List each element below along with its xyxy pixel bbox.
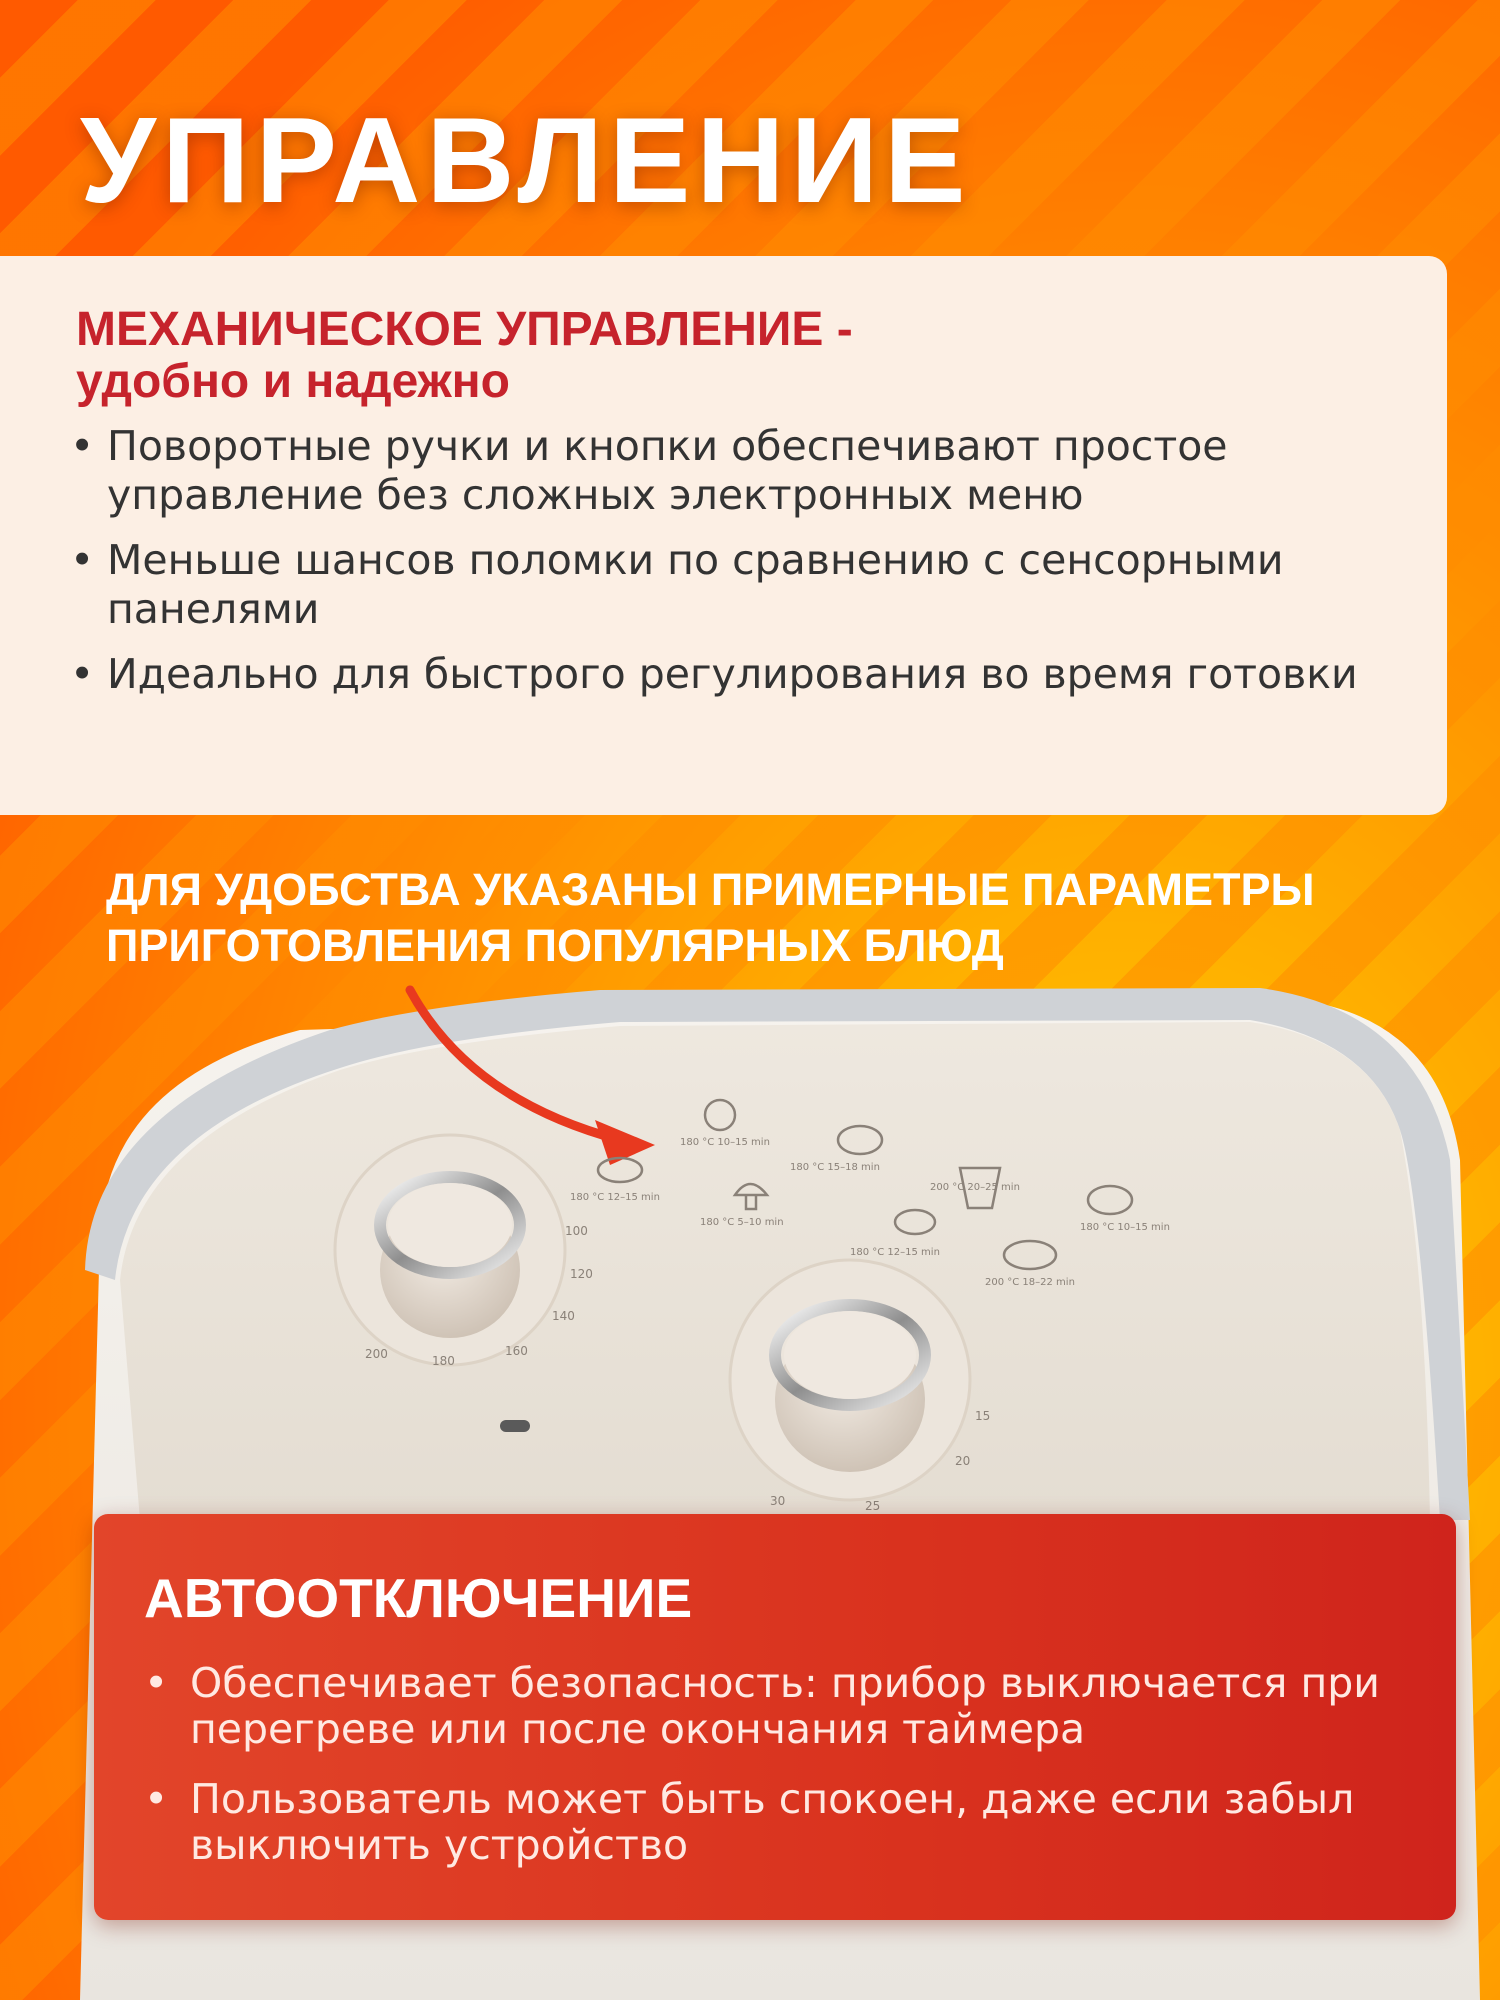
bullet-icon: • bbox=[70, 422, 95, 470]
title-line-2: удобно и надежно bbox=[76, 355, 510, 408]
mechanical-control-card bbox=[0, 256, 1447, 815]
scale-label: 20 bbox=[955, 1454, 971, 1468]
auto-off-card bbox=[94, 1514, 1456, 1920]
bullet-text: Поворотные ручки и кнопки обеспечивают простое управление без сложных электронных меню bbox=[107, 422, 1228, 519]
timer-knob bbox=[730, 1260, 970, 1500]
scale-label: 25 bbox=[865, 1499, 881, 1513]
preset-label: 200 °C 20–25 min bbox=[930, 1182, 1020, 1193]
presets-note bbox=[106, 862, 1436, 974]
page-title: УПРАВЛЕНИЕ bbox=[80, 92, 972, 228]
bullet-icon: • bbox=[70, 536, 95, 584]
scale-label: 200 bbox=[365, 1347, 388, 1361]
preset-label: 180 °C 10–15 min bbox=[680, 1137, 770, 1148]
bullet-text: Обеспечивает безопасность: прибор выключается при перегреве или после окончания таймера bbox=[190, 1659, 1380, 1753]
preset-label: 180 °C 12–15 min bbox=[850, 1247, 940, 1258]
auto-off-title: АВТООТКЛЮЧЕНИЕ bbox=[144, 1567, 693, 1629]
list-item bbox=[70, 650, 1387, 699]
bullet-text: Пользователь может быть спокоен, даже если забыл выключить устройство bbox=[190, 1775, 1355, 1869]
bullet-icon: • bbox=[144, 1775, 169, 1823]
preset-label: 180 °C 15–18 min bbox=[790, 1162, 880, 1173]
list-item bbox=[144, 1776, 1410, 1868]
preset-label: 180 °C 5–10 min bbox=[700, 1217, 784, 1228]
bullet-text: Меньше шансов поломки по сравнению с сенсорными панелями bbox=[107, 536, 1284, 633]
scale-label: 30 bbox=[770, 1494, 786, 1508]
list-item bbox=[70, 536, 1387, 634]
title-line-1: МЕХАНИЧЕСКОЕ УПРАВЛЕНИЕ - bbox=[76, 303, 853, 356]
presets-note-line-1: ДЛЯ УДОБСТВА УКАЗАНЫ ПРИМЕРНЫЕ ПАРАМЕТРЫ bbox=[106, 864, 1315, 915]
list-item bbox=[70, 422, 1387, 520]
temperature-knob bbox=[335, 1135, 565, 1365]
scale-label: 100 bbox=[565, 1224, 588, 1238]
preset-label: 180 °C 10–15 min bbox=[1080, 1222, 1170, 1233]
bullet-icon: • bbox=[144, 1659, 169, 1707]
list-item bbox=[144, 1660, 1410, 1752]
scale-label: 120 bbox=[570, 1267, 593, 1281]
indicator-light bbox=[500, 1420, 530, 1432]
bullet-icon: • bbox=[70, 650, 95, 698]
scale-label: 160 bbox=[505, 1344, 528, 1358]
scale-label: 15 bbox=[975, 1409, 991, 1423]
scale-label: 140 bbox=[552, 1309, 575, 1323]
preset-label: 180 °C 12–15 min bbox=[570, 1192, 660, 1203]
scale-label: 180 bbox=[432, 1354, 455, 1368]
presets-note-line-2: ПРИГОТОВЛЕНИЯ ПОПУЛЯРНЫХ БЛЮД bbox=[106, 920, 1004, 971]
mechanical-bullet-list bbox=[70, 422, 1387, 699]
bullet-text: Идеально для быстрого регулирования во время готовки bbox=[107, 650, 1358, 698]
mechanical-control-title bbox=[76, 304, 1387, 408]
auto-off-bullet-list bbox=[144, 1660, 1410, 1868]
preset-label: 200 °C 18–22 min bbox=[985, 1277, 1075, 1288]
